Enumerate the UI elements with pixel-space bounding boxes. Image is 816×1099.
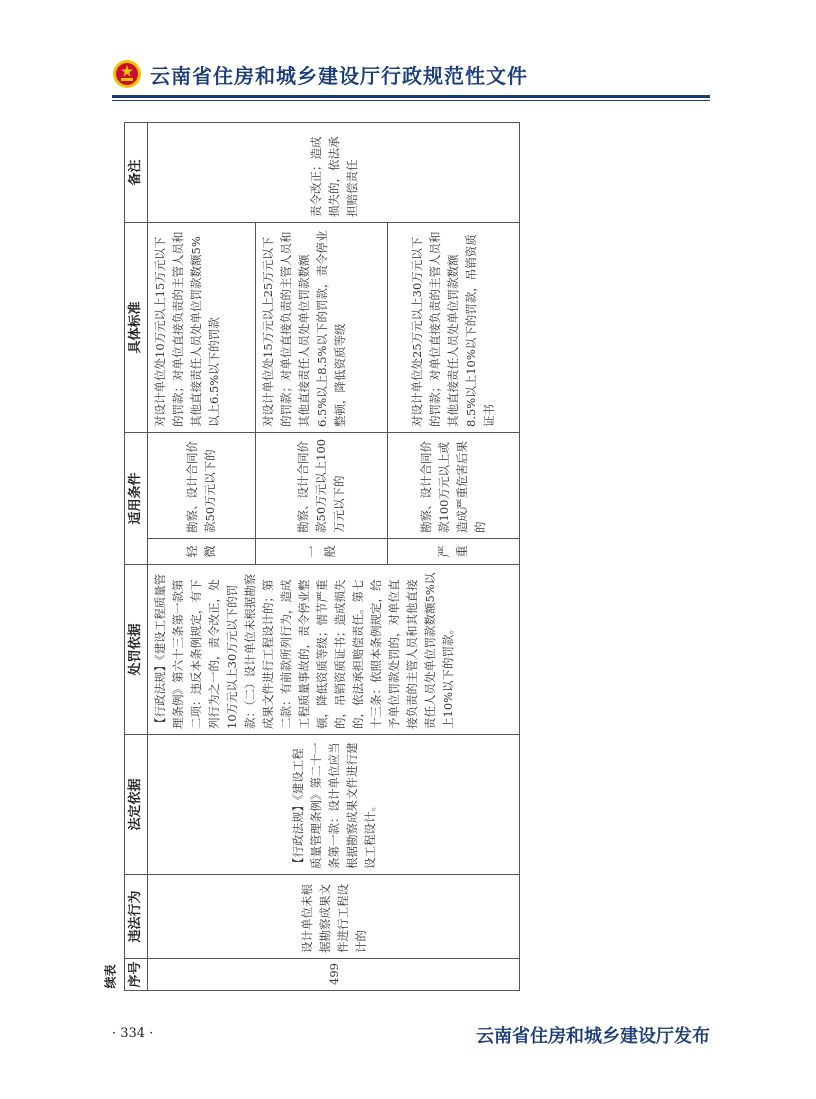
row-index: 499	[148, 959, 520, 991]
col-header-violation: 违法行为	[125, 875, 148, 959]
standard-general: 对设计单位处15万元以上25万元以下的罚款；对单位直接负责的主管人员和其他直接责任人员处单位罚款数额6.5%以上8.5%以下的罚款，责令停业整顿，降低资质等级	[255, 222, 387, 432]
condition-general: 勘察、设计合同价款50万元以上100万元以下的	[255, 432, 387, 538]
level-serious: 严重	[387, 539, 519, 565]
col-header-condition: 适用条件	[125, 432, 148, 564]
continued-label: 续表	[103, 964, 118, 989]
col-header-index: 序号	[125, 959, 148, 991]
row-penalty-basis: 【行政法规】《建设工程质量管理条例》第六十三条第一款第二项：违反本条例规定，有下列行为之一的，责令改正，处10万元以上30万元以下的罚款：（二）设计单位未根据勘察成果文件进行工程设计的；第二款：有前款所列行为，造成工程质量事故的，责令停业整顿，降低资质等级；情节严重的，吊销资质证书；造成损失的，依法承担赔偿责任。第七十三条：依照本条例规定，给予单位罚款处罚的，对单位直接负责的主管人员和其他直接责任人员处单位罚款数额5%以上10%以下的罚款。	[148, 565, 520, 735]
col-header-legal-basis: 法定依据	[125, 735, 148, 875]
header-title: 云南省住房和城乡建设厅行政规范性文件	[150, 63, 528, 88]
col-header-penalty-basis: 处罚依据	[125, 565, 148, 735]
level-general: 一般	[255, 539, 387, 565]
row-remarks: 责令改正；造成损失的，依法承担赔偿责任	[148, 122, 520, 222]
condition-serious: 勘察、设计合同价款100万元以上或造成严重危害后果的	[387, 432, 519, 538]
row-legal-basis: 【行政法规】《建设工程质量管理条例》第二十一条第一款：设计单位应当根据勘察成果文件进行建设工程设计。	[148, 735, 520, 875]
table-header-row	[125, 122, 148, 990]
table-row	[148, 122, 256, 990]
penalty-table-rotated	[124, 123, 520, 991]
standard-minor: 对设计单位处10万元以上15万元以下的罚款；对单位直接负责的主管人员和其他直接责任人员处单位罚款数额5%以上6.5%以下的罚款	[148, 222, 256, 432]
level-minor: 轻微	[148, 539, 256, 565]
page-number: · 334 ·	[112, 1026, 154, 1041]
condition-minor: 勘察、设计合同价款50万元以下的	[148, 432, 256, 538]
document-header	[112, 56, 528, 92]
header-rule-thick	[112, 95, 710, 98]
col-header-standard: 具体标准	[125, 222, 148, 432]
standard-serious: 对设计单位处25万元以上30万元以下的罚款；对单位直接负责的主管人员和其他直接责任人员处单位罚款数额8.5%以上10%以下的罚款，吊销资质证书	[387, 222, 519, 432]
national-emblem-icon	[112, 59, 142, 89]
header-rule-thin	[112, 100, 710, 101]
footer-publisher: 云南省住房和城乡建设厅发布	[476, 1026, 710, 1047]
row-violation: 设计单位未根据勘察成果文件进行工程设计的	[148, 875, 520, 959]
col-header-remarks: 备注	[125, 122, 148, 222]
penalty-table	[124, 122, 520, 991]
